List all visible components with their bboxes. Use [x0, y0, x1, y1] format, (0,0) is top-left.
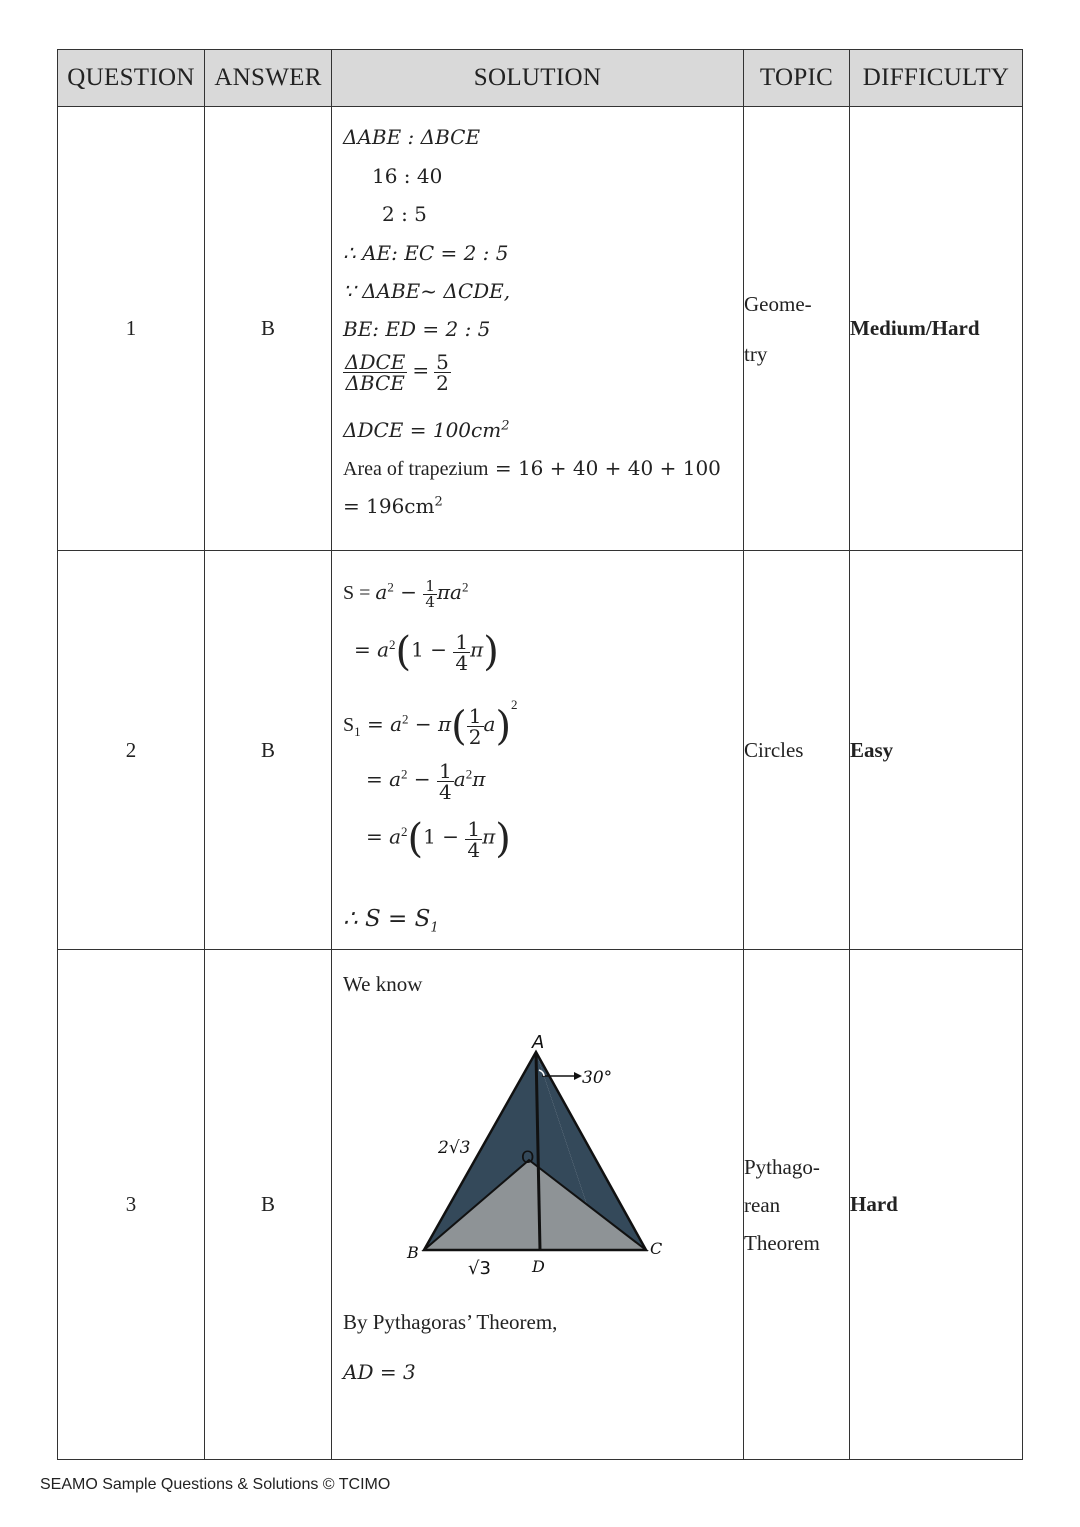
exponent: 2	[501, 418, 510, 434]
header-row	[58, 50, 1023, 107]
solution-math: = a	[360, 712, 403, 736]
fraction-numerator: 1	[468, 703, 482, 728]
solution-cell	[332, 950, 744, 1460]
table-row	[58, 950, 1023, 1460]
exponent: 2	[511, 697, 518, 712]
solution-text: S =	[343, 582, 376, 605]
topic-text: rean	[744, 1192, 781, 1217]
solution-text: Area of trapezium	[343, 458, 489, 480]
solution-line	[343, 494, 443, 518]
left-paren: (	[395, 629, 412, 675]
solution-line: ΔABE : ΔBCE	[343, 125, 481, 149]
exponent: 2	[387, 579, 394, 595]
solution-math: ∴ S = S	[343, 906, 431, 932]
solution-line	[343, 456, 721, 481]
label-o: O	[521, 1148, 535, 1168]
difficulty-cell: Medium/Hard	[850, 107, 1023, 551]
exponent: 2	[434, 494, 443, 510]
label-a: A	[532, 1032, 545, 1053]
solution-math: π	[472, 767, 486, 792]
fraction	[453, 629, 470, 675]
solution-line	[354, 629, 499, 675]
solutions-table	[57, 49, 1023, 1460]
header-question: QUESTION	[58, 50, 205, 107]
difficulty-cell: Hard	[850, 950, 1023, 1460]
solution-math: π	[482, 824, 496, 849]
table-row	[58, 107, 1023, 551]
fraction-numerator: ΔDCE	[345, 350, 406, 374]
solution-math: πa	[436, 580, 462, 605]
solution-math: = 16 + 40 + 40 + 100	[488, 456, 721, 480]
topic-text: try	[744, 341, 768, 366]
arrowhead	[574, 1072, 582, 1080]
fraction	[343, 352, 407, 393]
side-ab-label: 2√3	[438, 1138, 471, 1158]
solution-text: S	[343, 714, 355, 736]
topic-text: Geome-	[744, 291, 812, 316]
subscript: 1	[430, 920, 439, 936]
answer-cell: B	[205, 950, 332, 1460]
solution-conclusion	[343, 906, 439, 936]
question-number: 2	[58, 551, 205, 950]
difficulty-cell: Easy	[850, 551, 1023, 950]
page-footer: SEAMO Sample Questions & Solutions © TCIMO	[40, 1476, 391, 1493]
solution-math: 1 −	[423, 824, 466, 849]
solution-line: 2 : 5	[382, 202, 427, 226]
fraction-denominator: 4	[425, 593, 435, 611]
subscript: 1	[354, 724, 361, 739]
solution-line	[343, 579, 468, 610]
solution-math: a	[375, 580, 388, 605]
topic-text: Theorem	[744, 1230, 820, 1255]
solution-line	[343, 697, 518, 749]
left-paren: (	[451, 703, 467, 750]
solution-math: −	[393, 580, 424, 605]
solution-line: ∵ ΔABE~ ΔCDE,	[343, 279, 511, 303]
solution-math: = a	[354, 637, 390, 662]
label-b: B	[407, 1243, 419, 1262]
solution-line: BE: ED = 2 : 5	[343, 317, 491, 341]
question-number: 3	[58, 950, 205, 1460]
fraction	[465, 816, 482, 862]
solution-line	[343, 418, 509, 442]
topic-cell	[744, 551, 850, 950]
solution-text: By Pythagoras’ Theorem,	[343, 1310, 558, 1334]
side-bd-label: √3	[468, 1258, 491, 1278]
topic-text: Pythago-	[744, 1154, 820, 1179]
right-paren: )	[495, 816, 511, 862]
exponent: 2	[389, 636, 396, 652]
solution-cell	[332, 107, 744, 551]
solution-line: 16 : 40	[372, 164, 443, 188]
answer-cell: B	[205, 107, 332, 551]
header-answer: ANSWER	[205, 50, 332, 107]
solution-line	[366, 816, 511, 862]
topic-cell	[744, 107, 850, 551]
fraction-numerator: 1	[455, 629, 469, 654]
fraction-numerator: 5	[436, 350, 449, 374]
fraction-denominator: 4	[467, 837, 481, 862]
fraction-numerator: 1	[467, 816, 481, 841]
solution-text: ΔDCE = 100cm	[343, 418, 502, 442]
fraction-numerator: 1	[425, 577, 435, 595]
fraction	[437, 761, 454, 802]
solution-text: = 196cm	[343, 494, 435, 518]
answer-cell: B	[205, 551, 332, 950]
solution-line: ∴ AE: EC = 2 : 5	[343, 241, 509, 265]
solution-math: π	[470, 637, 484, 662]
exponent: 2	[465, 766, 473, 782]
exponent: 2	[461, 579, 469, 595]
equals-sign: =	[412, 358, 430, 383]
header-difficulty: DIFFICULTY	[850, 50, 1023, 107]
header-solution: SOLUTION	[332, 50, 744, 107]
solution-math: = a	[366, 824, 402, 849]
exponent: 2	[402, 711, 409, 727]
label-c: C	[650, 1239, 663, 1258]
fraction	[423, 579, 437, 610]
fraction	[434, 352, 451, 393]
solution-line	[366, 761, 485, 802]
solution-text: We know	[343, 972, 423, 996]
solution-fraction-line	[343, 352, 451, 393]
solution-math: = a	[366, 767, 402, 792]
right-paren: )	[483, 629, 499, 675]
solution-math: − π	[408, 712, 452, 736]
header-topic: TOPIC	[744, 50, 850, 107]
angle-label: 30°	[582, 1068, 613, 1088]
solution-cell	[332, 551, 744, 950]
solution-math: a	[453, 767, 466, 792]
fraction-denominator: 4	[455, 650, 469, 675]
right-paren: )	[495, 703, 512, 750]
question-number: 1	[58, 107, 205, 551]
fraction-denominator: 4	[439, 780, 452, 804]
label-d: D	[532, 1257, 545, 1276]
fraction-numerator: 1	[439, 759, 452, 783]
fraction-denominator: ΔBCE	[345, 371, 405, 395]
exponent: 2	[401, 766, 408, 782]
solution-math: a	[483, 712, 496, 736]
exponent: 2	[401, 823, 408, 839]
fraction-denominator: 2	[436, 371, 449, 395]
solution-math: 1 −	[411, 637, 454, 662]
fraction	[467, 703, 484, 749]
left-paren: (	[407, 816, 424, 862]
topic-cell	[744, 950, 850, 1460]
solution-result: AD = 3	[343, 1360, 416, 1384]
topic-text: Circles	[744, 738, 804, 762]
table-row	[58, 551, 1023, 950]
fraction-denominator: 2	[468, 724, 482, 749]
solution-math: −	[407, 767, 438, 792]
triangle-diagram	[392, 1028, 682, 1278]
